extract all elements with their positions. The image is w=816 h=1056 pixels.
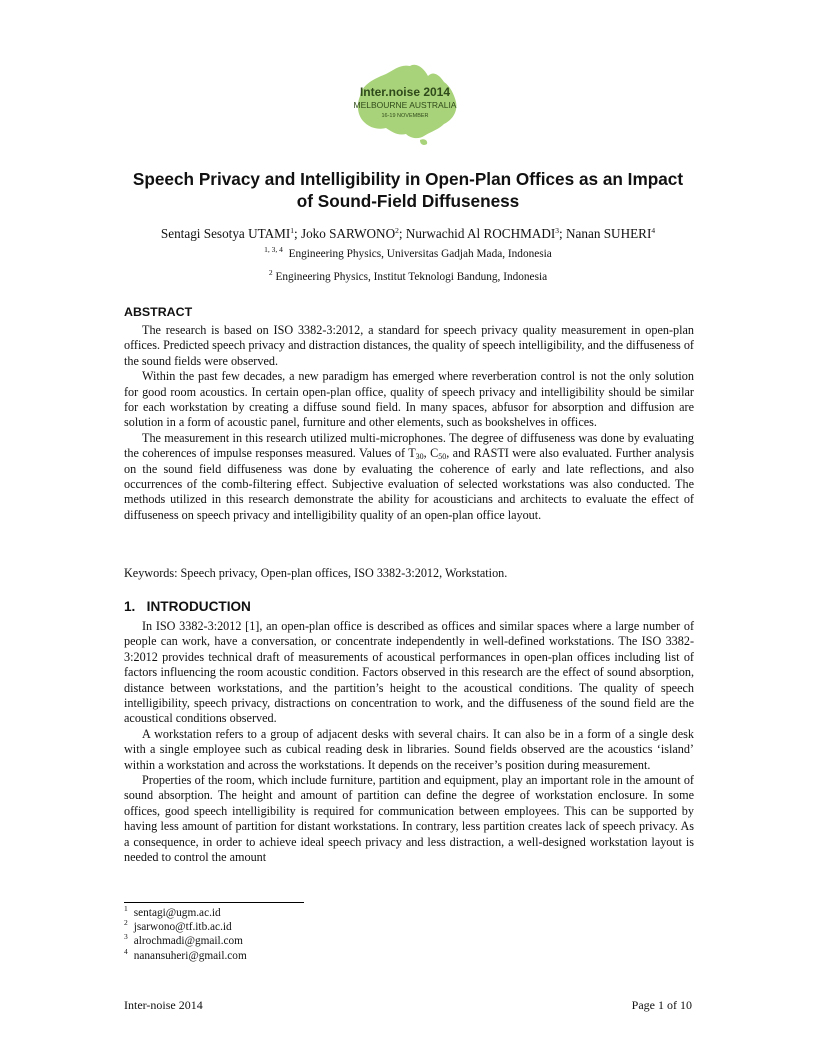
author-name: Nurwachid Al ROCHMADI xyxy=(405,226,556,241)
paper-title-line-2: of Sound-Field Diffuseness xyxy=(296,191,520,211)
footnote xyxy=(124,946,247,963)
affiliation xyxy=(0,268,816,283)
footnote-email: sentagi@ugm.ac.id xyxy=(133,907,221,919)
affiliation-mark: 1, 3, 4 xyxy=(264,245,283,254)
abstract-heading: ABSTRACT xyxy=(124,305,193,319)
introduction-paragraph: In ISO 3382-3:2012 [1], an open-plan office is described as offices and similar spaces where a large number of people can work, have a conversation, or concentrate independently in well-defined workstations. The ISO 3382-3:2012 provides technical draft of measurements of acoustical performances in open-plan offices including list of factors influencing the room acoustic condition. Factors observed in this research are the effect of sound absorption, distance between workstations, and the partition’s height to the acoustical conditions. The quality of speech intelligibility, speech privacy, distractions on concentration to work, and the diffuseness of the sound field are the acoustical conditions observed. xyxy=(124,619,694,726)
author xyxy=(406,226,566,241)
logo-location: MELBOURNE AUSTRALIA xyxy=(353,100,457,110)
australia-map-logo xyxy=(340,58,470,148)
keywords: Keywords: Speech privacy, Open-plan offices, ISO 3382-3:2012, Workstation. xyxy=(124,566,508,580)
footnote-email: alrochmadi@gmail.com xyxy=(133,935,243,948)
footnote xyxy=(124,934,247,948)
abstract-text: The measurement in this research utilized multi-microphones. The degree of diffuseness was done by evaluating the coherences of impulse responses measured. Values of T xyxy=(124,430,694,461)
abstract-body xyxy=(124,323,694,523)
abstract-paragraph: The research is based on ISO 3382-3:2012, a standard for speech privacy quality measurement in open-plan offices. Predicted speech privacy and distraction distances, the quality of speech intelligibility, and the diffuseness of the sound fields were observed. xyxy=(124,323,694,368)
logo-title: Inter.noise 2014 xyxy=(359,85,451,99)
logo-dates: 16-19 NOVEMBER xyxy=(381,113,429,119)
abstract-text: , C xyxy=(423,446,439,461)
author-mark: 2 xyxy=(395,226,399,235)
affiliation-text: Engineering Physics, Institut Teknologi Bandung, Indonesia xyxy=(275,271,548,283)
footnotes xyxy=(124,906,247,963)
affiliation xyxy=(0,245,816,260)
footnote-mark: 3 xyxy=(124,932,128,942)
introduction-heading: 1. INTRODUCTION xyxy=(124,599,251,614)
conference-logo xyxy=(340,58,470,148)
subscript: 50 xyxy=(438,452,447,462)
abstract-text: , and RASTI were also evaluated. Further analysis on the sound field diffuseness was done by evaluating the coherence of early and late reflections, and also occurrences of the comb-filtering effect. Subjective evaluation of selected workstations was also conducted. The methods utilized in this research demonstrate the ability for acousticians and architects to evaluate the effect of diffuseness on speech privacy and intelligibility quality of an open-plan office layout. xyxy=(124,446,695,522)
introduction-body xyxy=(124,619,694,866)
footnote xyxy=(124,906,247,920)
footnote-mark: 2 xyxy=(124,918,128,928)
footnote-divider xyxy=(124,902,304,903)
footnote xyxy=(124,920,247,934)
introduction-paragraph: Properties of the room, which include furniture, partition and equipment, play an important role in the amount of sound absorption. The height and amount of partition can define the degree of workstation enclosure. In some offices, good speech intelligibility is required for communication between employees. This can be supported by having less amount of partition for distant workstations. In contrary, less partition creates lack of speech privacy. As a consequence, in order to achieve ideal speech privacy and less distraction, a well-designed workstation layout is needed to control the amount xyxy=(124,773,694,865)
author-mark: 1 xyxy=(290,226,294,235)
footnote-mark: 1 xyxy=(124,904,128,913)
abstract-paragraph xyxy=(124,431,694,523)
paper-title xyxy=(100,168,716,212)
author-list xyxy=(0,226,816,242)
paper-title-line-1: Speech Privacy and Intelligibility in Open-Plan Offices as an Impact xyxy=(132,169,684,189)
author-mark: 4 xyxy=(651,226,656,235)
footnote-email: nanansuheri@gmail.com xyxy=(133,949,247,962)
affiliation-mark: 2 xyxy=(268,268,273,277)
author-separator: ; xyxy=(293,226,301,241)
author-name: Sentagi Sesotya UTAMI xyxy=(160,226,291,241)
footer-page-number: Page 1 of 10 xyxy=(631,998,692,1012)
subscript: 30 xyxy=(415,452,424,462)
author xyxy=(301,226,406,241)
author-name: Nanan SUHERI xyxy=(566,226,652,241)
footnote-email: jsarwono@tf.itb.ac.id xyxy=(133,921,232,934)
abstract-paragraph: Within the past few decades, a new paradigm has emerged where reverberation control is not the only solution for good room acoustics. In certain open-plan office, quality of speech privacy and intelligibility should be similar for each workstation by creating a diffuse sound field. In many spaces, abfusor for absorption and diffusion are solution in a form of acoustic panel, furniture and other elements, such as bookshelves in offices. xyxy=(124,369,694,430)
affiliation-text: Engineering Physics, Universitas Gadjah Mada, Indonesia xyxy=(288,248,552,260)
author-separator: ; xyxy=(398,226,406,241)
footnote-mark: 4 xyxy=(124,946,128,956)
author-separator: ; xyxy=(559,226,566,241)
author xyxy=(566,226,655,241)
footer-conference: Inter-noise 2014 xyxy=(124,998,203,1012)
introduction-paragraph: A workstation refers to a group of adjacent desks with several chairs. It can also be in a form of a single desk with a single employee such as cubical reading desk in libraries. Sound fields observed are the acoustics ‘island’ within a workstation and across the workstations. It depends on the receiver’s position during measurement. xyxy=(124,726,694,772)
author xyxy=(161,226,301,241)
author-mark: 3 xyxy=(555,226,560,235)
author-name: Joko SARWONO xyxy=(300,226,396,241)
